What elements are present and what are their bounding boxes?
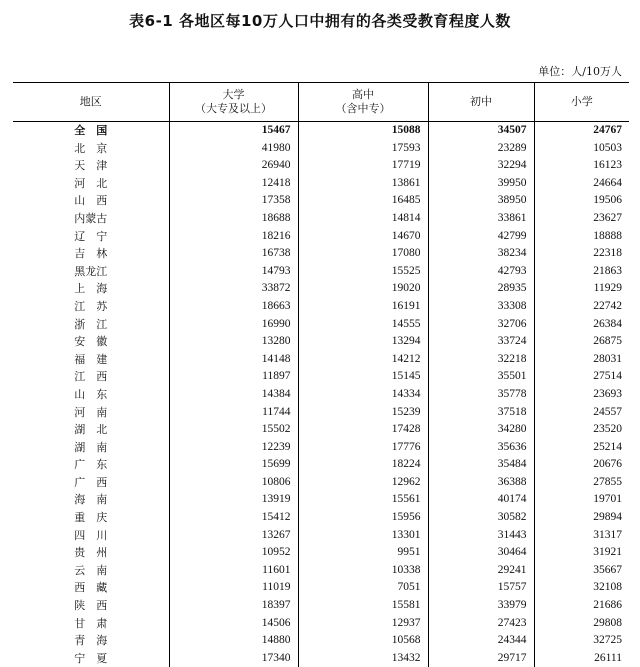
table-row xyxy=(13,316,629,334)
cell-region: 北 京 xyxy=(13,140,169,158)
cell-primary: 11929 xyxy=(534,280,629,298)
cell-primary: 20676 xyxy=(534,456,629,474)
cell-college: 11897 xyxy=(169,368,298,386)
table-row xyxy=(13,509,629,527)
table-row xyxy=(13,210,629,228)
cell-middle: 30464 xyxy=(428,544,534,562)
table-row xyxy=(13,597,629,615)
cell-middle: 33308 xyxy=(428,298,534,316)
cell-high: 19020 xyxy=(298,280,428,298)
cell-primary: 24767 xyxy=(534,122,629,140)
cell-college: 14506 xyxy=(169,615,298,633)
cell-high: 17593 xyxy=(298,140,428,158)
header-college xyxy=(169,83,298,122)
cell-middle: 28935 xyxy=(428,280,534,298)
cell-region: 海 南 xyxy=(13,491,169,509)
cell-region: 青 海 xyxy=(13,632,169,650)
cell-primary: 16123 xyxy=(534,157,629,175)
cell-high: 15239 xyxy=(298,404,428,422)
table-row xyxy=(13,421,629,439)
cell-middle: 40174 xyxy=(428,491,534,509)
cell-high: 12937 xyxy=(298,615,428,633)
cell-primary: 19701 xyxy=(534,491,629,509)
table-row xyxy=(13,650,629,667)
cell-college: 18663 xyxy=(169,298,298,316)
cell-high: 15561 xyxy=(298,491,428,509)
cell-region: 全 国 xyxy=(13,122,169,140)
cell-primary: 27855 xyxy=(534,474,629,492)
cell-middle: 33979 xyxy=(428,597,534,615)
cell-high: 10568 xyxy=(298,632,428,650)
cell-college: 14384 xyxy=(169,386,298,404)
cell-middle: 30582 xyxy=(428,509,534,527)
cell-college: 15699 xyxy=(169,456,298,474)
cell-region: 重 庆 xyxy=(13,509,169,527)
cell-college: 13267 xyxy=(169,527,298,545)
cell-high: 9951 xyxy=(298,544,428,562)
table-row xyxy=(13,386,629,404)
cell-high: 18224 xyxy=(298,456,428,474)
cell-primary: 29808 xyxy=(534,615,629,633)
cell-region: 湖 北 xyxy=(13,421,169,439)
cell-high: 17080 xyxy=(298,245,428,263)
cell-region: 辽 宁 xyxy=(13,228,169,246)
cell-region: 内蒙古 xyxy=(13,210,169,228)
cell-college: 26940 xyxy=(169,157,298,175)
table-row xyxy=(13,456,629,474)
cell-region: 陕 西 xyxy=(13,597,169,615)
cell-high: 15145 xyxy=(298,368,428,386)
cell-high: 15525 xyxy=(298,263,428,281)
cell-primary: 10503 xyxy=(534,140,629,158)
cell-college: 10806 xyxy=(169,474,298,492)
cell-high: 7051 xyxy=(298,579,428,597)
table-row xyxy=(13,404,629,422)
cell-middle: 38950 xyxy=(428,192,534,210)
cell-primary: 26384 xyxy=(534,316,629,334)
cell-high: 13432 xyxy=(298,650,428,667)
cell-middle: 37518 xyxy=(428,404,534,422)
table-row xyxy=(13,491,629,509)
cell-middle: 35484 xyxy=(428,456,534,474)
table-row xyxy=(13,562,629,580)
header-region: 地区 xyxy=(13,83,169,122)
cell-college: 13280 xyxy=(169,333,298,351)
cell-college: 33872 xyxy=(169,280,298,298)
table-row xyxy=(13,140,629,158)
cell-high: 13861 xyxy=(298,175,428,193)
cell-middle: 35636 xyxy=(428,439,534,457)
table-row xyxy=(13,175,629,193)
cell-college: 18688 xyxy=(169,210,298,228)
cell-college: 11744 xyxy=(169,404,298,422)
cell-high: 14212 xyxy=(298,351,428,369)
table-row-national xyxy=(13,122,629,140)
cell-middle: 42799 xyxy=(428,228,534,246)
cell-primary: 28031 xyxy=(534,351,629,369)
cell-high: 14670 xyxy=(298,228,428,246)
cell-middle: 33724 xyxy=(428,333,534,351)
table-row xyxy=(13,632,629,650)
cell-primary: 21686 xyxy=(534,597,629,615)
cell-region: 湖 南 xyxy=(13,439,169,457)
cell-college: 12418 xyxy=(169,175,298,193)
cell-college: 18397 xyxy=(169,597,298,615)
header-primary-school: 小学 xyxy=(534,83,629,122)
table-row xyxy=(13,351,629,369)
cell-high: 12962 xyxy=(298,474,428,492)
cell-primary: 22318 xyxy=(534,245,629,263)
cell-primary: 23627 xyxy=(534,210,629,228)
cell-primary: 24557 xyxy=(534,404,629,422)
cell-region: 黑龙江 xyxy=(13,263,169,281)
table-row xyxy=(13,333,629,351)
cell-middle: 31443 xyxy=(428,527,534,545)
cell-high: 15581 xyxy=(298,597,428,615)
cell-middle: 29241 xyxy=(428,562,534,580)
table-row xyxy=(13,527,629,545)
cell-primary: 22742 xyxy=(534,298,629,316)
cell-region: 云 南 xyxy=(13,562,169,580)
cell-college: 11601 xyxy=(169,562,298,580)
cell-region: 江 西 xyxy=(13,368,169,386)
cell-college: 10952 xyxy=(169,544,298,562)
cell-college: 16738 xyxy=(169,245,298,263)
table-row xyxy=(13,192,629,210)
cell-region: 广 东 xyxy=(13,456,169,474)
cell-middle: 35501 xyxy=(428,368,534,386)
cell-college: 13919 xyxy=(169,491,298,509)
header-middle-school: 初中 xyxy=(428,83,534,122)
cell-region: 福 建 xyxy=(13,351,169,369)
header-high-sub: （含中专） xyxy=(299,102,428,116)
cell-middle: 32218 xyxy=(428,351,534,369)
cell-region: 河 北 xyxy=(13,175,169,193)
cell-high: 17428 xyxy=(298,421,428,439)
cell-college: 14880 xyxy=(169,632,298,650)
header-college-label: 大学 xyxy=(170,88,298,102)
table-row xyxy=(13,439,629,457)
cell-primary: 27514 xyxy=(534,368,629,386)
cell-middle: 23289 xyxy=(428,140,534,158)
table-body xyxy=(13,122,629,667)
cell-primary: 32725 xyxy=(534,632,629,650)
cell-college: 14148 xyxy=(169,351,298,369)
table-row xyxy=(13,228,629,246)
cell-primary: 35667 xyxy=(534,562,629,580)
cell-primary: 23520 xyxy=(534,421,629,439)
cell-primary: 31317 xyxy=(534,527,629,545)
cell-region: 浙 江 xyxy=(13,316,169,334)
cell-primary: 31921 xyxy=(534,544,629,562)
table-row xyxy=(13,579,629,597)
cell-high: 13301 xyxy=(298,527,428,545)
cell-region: 上 海 xyxy=(13,280,169,298)
cell-college: 12239 xyxy=(169,439,298,457)
header-high-school xyxy=(298,83,428,122)
cell-middle: 42793 xyxy=(428,263,534,281)
table-row xyxy=(13,245,629,263)
cell-college: 18216 xyxy=(169,228,298,246)
unit-label: 单位：人/10万人 xyxy=(538,63,622,79)
cell-college: 16990 xyxy=(169,316,298,334)
cell-region: 西 藏 xyxy=(13,579,169,597)
cell-high: 16485 xyxy=(298,192,428,210)
cell-region: 吉 林 xyxy=(13,245,169,263)
table-row xyxy=(13,280,629,298)
cell-college: 11019 xyxy=(169,579,298,597)
table-row xyxy=(13,298,629,316)
cell-high: 15088 xyxy=(298,122,428,140)
cell-region: 宁 夏 xyxy=(13,650,169,667)
cell-primary: 24664 xyxy=(534,175,629,193)
cell-middle: 39950 xyxy=(428,175,534,193)
table-row xyxy=(13,615,629,633)
education-table xyxy=(13,82,629,667)
cell-primary: 21863 xyxy=(534,263,629,281)
cell-primary: 18888 xyxy=(534,228,629,246)
table-row xyxy=(13,263,629,281)
cell-high: 17776 xyxy=(298,439,428,457)
cell-middle: 34280 xyxy=(428,421,534,439)
cell-region: 贵 州 xyxy=(13,544,169,562)
cell-primary: 32108 xyxy=(534,579,629,597)
table-row xyxy=(13,474,629,492)
table-row xyxy=(13,368,629,386)
cell-region: 天 津 xyxy=(13,157,169,175)
cell-middle: 38234 xyxy=(428,245,534,263)
cell-middle: 27423 xyxy=(428,615,534,633)
cell-middle: 15757 xyxy=(428,579,534,597)
cell-middle: 36388 xyxy=(428,474,534,492)
cell-region: 山 东 xyxy=(13,386,169,404)
cell-region: 甘 肃 xyxy=(13,615,169,633)
cell-middle: 24344 xyxy=(428,632,534,650)
cell-middle: 34507 xyxy=(428,122,534,140)
header-college-sub: （大专及以上） xyxy=(170,102,298,116)
cell-region: 河 南 xyxy=(13,404,169,422)
cell-region: 山 西 xyxy=(13,192,169,210)
table-row xyxy=(13,157,629,175)
cell-college: 17358 xyxy=(169,192,298,210)
cell-middle: 35778 xyxy=(428,386,534,404)
cell-high: 14814 xyxy=(298,210,428,228)
table-header xyxy=(13,83,629,122)
cell-high: 14555 xyxy=(298,316,428,334)
cell-college: 15502 xyxy=(169,421,298,439)
cell-region: 江 苏 xyxy=(13,298,169,316)
cell-primary: 26111 xyxy=(534,650,629,667)
cell-college: 41980 xyxy=(169,140,298,158)
table-row xyxy=(13,544,629,562)
page-title: 表6-1 各地区每10万人口中拥有的各类受教育程度人数 xyxy=(0,10,640,31)
cell-high: 10338 xyxy=(298,562,428,580)
cell-college: 17340 xyxy=(169,650,298,667)
cell-high: 13294 xyxy=(298,333,428,351)
cell-high: 16191 xyxy=(298,298,428,316)
cell-college: 15412 xyxy=(169,509,298,527)
cell-primary: 19506 xyxy=(534,192,629,210)
cell-middle: 29717 xyxy=(428,650,534,667)
cell-high: 14334 xyxy=(298,386,428,404)
cell-primary: 26875 xyxy=(534,333,629,351)
cell-middle: 33861 xyxy=(428,210,534,228)
cell-primary: 25214 xyxy=(534,439,629,457)
cell-middle: 32294 xyxy=(428,157,534,175)
cell-high: 15956 xyxy=(298,509,428,527)
cell-region: 安 徽 xyxy=(13,333,169,351)
cell-region: 四 川 xyxy=(13,527,169,545)
cell-college: 15467 xyxy=(169,122,298,140)
cell-primary: 29894 xyxy=(534,509,629,527)
cell-primary: 23693 xyxy=(534,386,629,404)
cell-region: 广 西 xyxy=(13,474,169,492)
header-high-label: 高中 xyxy=(299,88,428,102)
cell-middle: 32706 xyxy=(428,316,534,334)
cell-high: 17719 xyxy=(298,157,428,175)
cell-college: 14793 xyxy=(169,263,298,281)
